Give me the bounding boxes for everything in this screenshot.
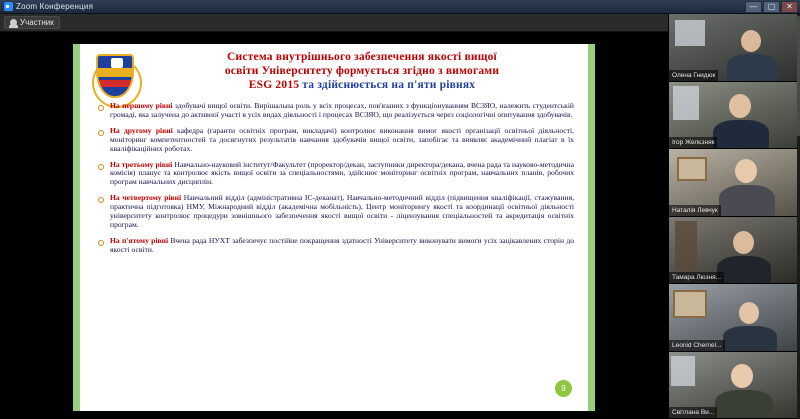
slide-title-line1: Система внутрішнього забезпечення якості вищої <box>227 51 497 63</box>
bullet-lead: На третьому рівні <box>110 159 173 169</box>
list-item <box>96 102 574 120</box>
participants-button[interactable] <box>4 16 60 29</box>
presentation-slide <box>73 44 595 411</box>
slide-title <box>146 50 578 92</box>
minimize-button[interactable]: — <box>745 1 762 13</box>
participant-name: Світлана Ви... <box>669 407 717 418</box>
slide-page-number: 9 <box>555 380 572 397</box>
participants-icon <box>10 19 17 26</box>
participant-tile[interactable] <box>669 82 800 150</box>
participant-tile[interactable] <box>669 217 800 285</box>
participant-name: Leonid Chernel... <box>669 340 725 351</box>
maximize-button[interactable]: ▢ <box>763 1 780 13</box>
list-item <box>96 237 574 255</box>
shared-screen-stage <box>0 32 668 419</box>
bullet-text: Навчально-науковий інститут/Факультет (проректор/декан, заступники директора/декана, вчена рада та науково-методична комісія) планує та контролює якість вищої освіти за спеціальностями, здійснює моніторинг освітніх програм, навчальних планів, робочих програм навчальних дисциплін. <box>110 159 574 187</box>
slide-bullet-list <box>96 102 574 255</box>
participants-video-strip[interactable] <box>668 14 800 419</box>
list-item <box>96 127 574 154</box>
list-item <box>96 161 574 188</box>
bullet-lead: На п'ятому рівні <box>110 235 169 245</box>
bullet-lead: На першому рівні <box>110 101 173 110</box>
window-title: Zoom Конференция <box>16 2 94 11</box>
bullet-text: Навчальний відділ (адміністративна ІС-деканат), Навчально-методичний відділ (підвищення кваліфікації, стажування, практична підготовка) НМУ, Міжнародний відділ (академічна мобільність), Центр моніторингу якості та координації освітньої діяльності університету контролює процедури зовнішнього забезпечення якості вищої освіти - ліцензування спеціальностей та акредитація освітніх програм. <box>110 193 575 229</box>
close-button[interactable]: ✕ <box>781 1 798 13</box>
participant-tile[interactable] <box>669 352 800 419</box>
slide-title-esg: ESG 2015 <box>248 79 300 91</box>
participant-tile[interactable] <box>669 149 800 217</box>
participant-tile[interactable] <box>669 14 800 82</box>
participant-name: Тамара Люзня... <box>669 272 724 283</box>
bullet-text: кафедра (гаранти освітніх програм, викладачі) контролює виконання вимог якості організації освітньої діяльності, моніторинг компетентностей та досягнутих результатів навчання здобувачів вищої освіти, запобігає та виявляє академічний плагіат в їх кваліфікаційних роботах. <box>110 125 574 153</box>
bullet-text: Вчена рада НУХТ забезпечує постійне покращення здатності Університету виконувати вимоги усіх зацікавлених сторін до якості освіти. <box>110 235 574 254</box>
participant-tile[interactable] <box>669 284 800 352</box>
zoom-icon <box>4 2 13 11</box>
slide-title-line2: освіти Університету формується згідно з вимогами <box>224 65 500 77</box>
list-item <box>96 194 574 230</box>
participant-name: Ігор Желєзняк <box>669 137 717 148</box>
slide-title-line3-rest: та здійснюється на п'яти рівнях <box>299 79 476 91</box>
meeting-toolbar <box>0 14 668 32</box>
bullet-text: здобувачі вищої освіти. Вирішальна роль у всіх процесах, пов'язаних з функціонуванням ВСЗЯО, належить студентській громаді, яка залучена до активної участі в усіх видах діяльності і процесах ВСЗЯО, що реалізується через соціологічні опитування здобувачів. <box>110 101 574 119</box>
bullet-lead: На другому рівні <box>110 125 173 135</box>
bullet-lead: На четвертому рівні <box>110 193 182 203</box>
participant-name: Олена Гнидюк <box>669 70 718 81</box>
university-emblem-icon <box>92 52 138 106</box>
participant-name: Наталія Левчук <box>669 205 721 216</box>
window-titlebar <box>0 0 800 14</box>
participants-label: Участник <box>20 18 54 27</box>
